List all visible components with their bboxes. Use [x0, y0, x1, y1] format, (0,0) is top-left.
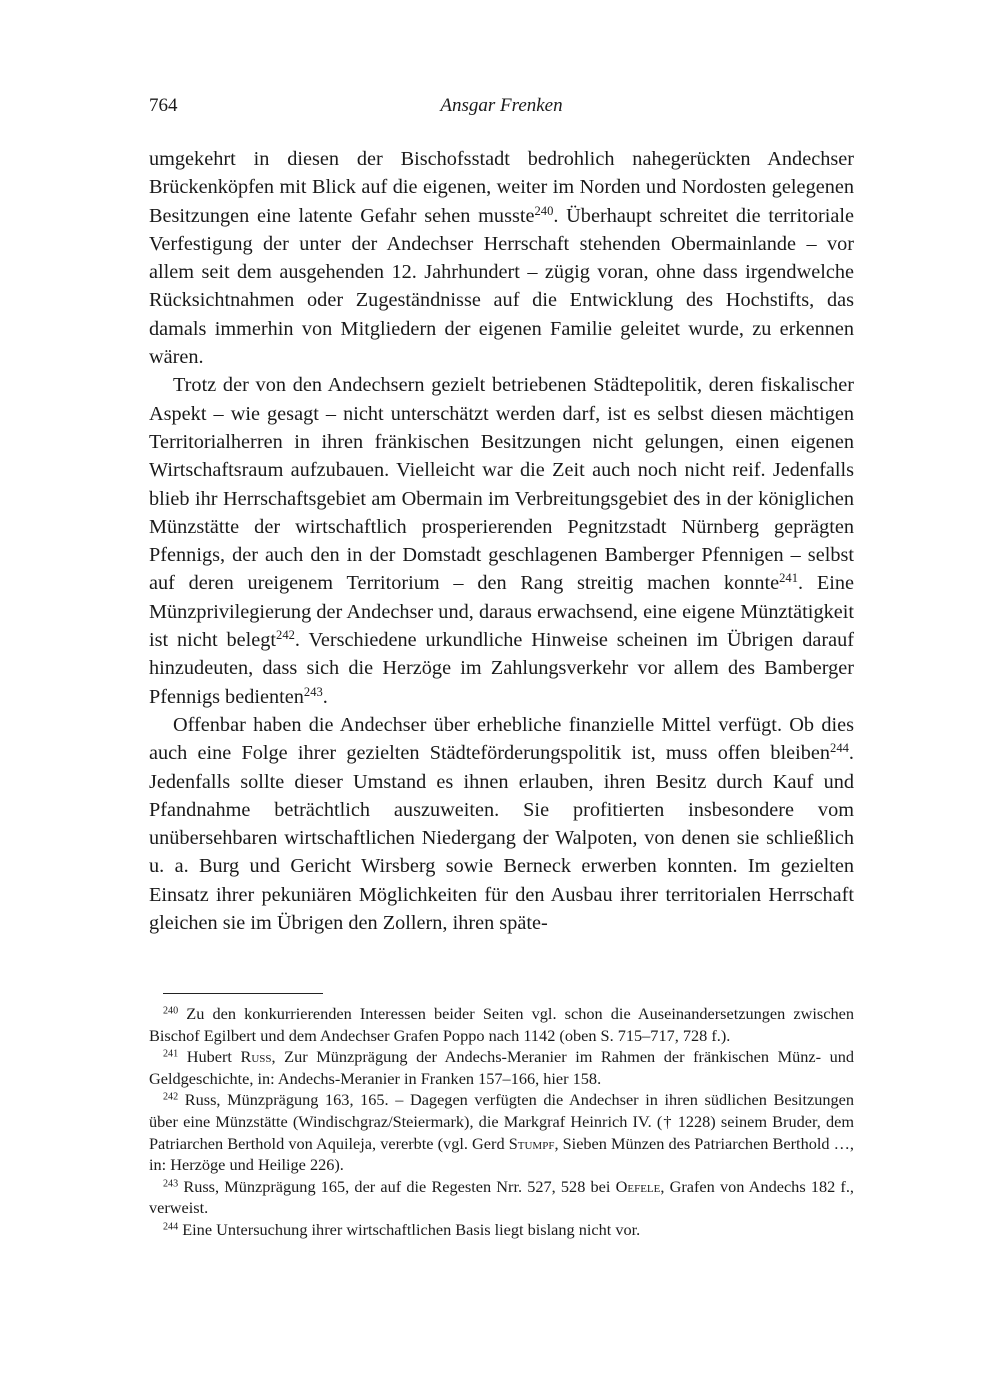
footnote-text: Zu den konkurrierenden Interessen beider Seiten vgl. schon die Auseinandersetzungen zwischen Bischof Egilbert und dem Andechser Grafen Poppo nach 1142 (oben S. 715–717, 728 f.). [149, 1004, 854, 1045]
footnote-text: Eine Untersuchung ihrer wirtschaftlichen Basis liegt bislang nicht vor. [182, 1219, 641, 1239]
paragraph [149, 145, 854, 371]
author-name: Stumpf [508, 1133, 555, 1153]
text-run: . Jedenfalls sollte dieser Umstand es ihnen erlauben, ihren Besitz durch Kauf und Pfandnahme beträchtlich auszuweiten. Sie profitierten insbesondere vom unübersehbaren wirtschaftlichen Niedergang der Walpoten, von denen sie schließlich u. a. Burg und Gericht Wirsberg sowie Berneck erwerben konnten. Im gezielten Einsatz ihrer pekuniären Möglichkeiten für den Ausbau ihrer territorialen Herrschaft gleichen sie im Übrigen den Zollern, ihren späte- [149, 742, 854, 935]
footnote-242 [149, 1089, 854, 1175]
footnote-244 [149, 1219, 854, 1241]
footnote-text: , Grafen von Andechs 182 f., verweist. [149, 1176, 854, 1218]
footnote-243 [149, 1176, 854, 1219]
text-run: . Verschiedene urkundliche Hinweise scheinen im Übrigen darauf hinzudeuten, dass sich die Herzöge im Zahlungsverkehr vor allem des Bamberger Pfennigs bedienten [149, 629, 854, 708]
footnote-text: , Sieben Münzen des Patriarchen Berthold …, in: Herzöge und Heilige 226). [149, 1133, 854, 1175]
footnote-ref[interactable]: 244 [830, 741, 849, 756]
footnote-text: , Zur Münzprägung der Andechs-Meranier im Rahmen der fränkischen Münz- und Geldgeschichte, in: Andechs-Meranier in Franken 157–166, hier 158. [149, 1047, 854, 1088]
text-run: . Eine Münzprivilegierung der Andechser und, daraus erwachsend, eine eigene Münztätigkeit ist nicht belegt [149, 572, 855, 652]
footnote-ref[interactable]: 241 [779, 571, 798, 586]
running-head: Ansgar Frenken [440, 95, 563, 116]
text-run: Trotz der von den Andechsern gezielt betriebenen Städtepolitik, deren fiskalischer Aspekt – wie gesagt – nicht unterschätzt werden darf, ist es selbst diesen mächtigen Territorialherren in ihren fränkischen Besitzungen nicht gelungen, einen eigenen Wirtschaftsraum aufzubauen. Vielleicht war die Zeit auch noch nicht reif. Jedenfalls blieb ihr Herrschaftsgebiet am Obermain im Verbreitungsgebiet des in der königlichen Münzstätte der wirtschaftlich prosperierenden Pegnitzstadt Nürnberg geprägten Pfennigs, der auch den in der Domstadt geschlagenen Bamberger Pfennigen – selbst auf deren ureigenem Territorium – den Rang streitig machen konnte [149, 374, 854, 595]
author-name: Oefele [615, 1176, 661, 1196]
footnote-number: 244 [163, 1221, 179, 1233]
footnote-240 [149, 1003, 854, 1046]
footnote-ref[interactable]: 242 [276, 628, 295, 643]
page-number: 764 [149, 95, 178, 116]
text-run: umgekehrt in diesen der Bischofsstadt bedrohlich nahegerückten Andechser Brückenköpfen mit Blick auf die eigenen, weiter im Norden und Nordosten gelegenen Besitzungen eine latente Gefahr sehen musste [149, 148, 854, 227]
paragraph [149, 711, 854, 937]
footnote-number: 241 [163, 1048, 179, 1060]
footnote-number: 243 [163, 1178, 179, 1190]
footnote-text: Russ, Münzprägung 165, der auf die Regesten Nrr. 527, 528 bei [183, 1176, 616, 1196]
paragraph [149, 371, 854, 711]
footnotes [149, 1003, 854, 1241]
footnote-241 [149, 1046, 854, 1089]
footnote-ref[interactable]: 243 [303, 684, 323, 699]
page-header [149, 95, 854, 121]
footnote-number: 242 [163, 1091, 179, 1103]
footnote-ref[interactable]: 240 [534, 203, 554, 218]
author-name: Russ [240, 1047, 272, 1067]
text-run: . [322, 685, 328, 708]
footnote-separator [163, 993, 323, 994]
text-run: Offenbar haben die Andechser über erhebliche finanzielle Mittel verfügt. Ob dies auch eine Folge ihrer gezielten Städteförderungspolitik ist, muss offen bleiben [149, 713, 854, 765]
footnote-number: 240 [163, 1005, 179, 1017]
footnote-text: Hubert [186, 1047, 241, 1067]
text-run: . Überhaupt schreitet die territoriale Verfestigung der unter der Andechser Herrschaft stehenden Obermainlande – vor allem seit dem ausgehenden 12. Jahrhundert – zügig voran, ohne dass irgendwelche Rücksichtnahmen oder Zugeständnisse auf die Entwicklung des Hochstifts, das damals immerhin von Mitgliedern der eigenen Familie geleitet wurde, zu erkennen wären. [149, 204, 854, 369]
body-text [149, 145, 854, 937]
footnote-text: Russ, Münzprägung 163, 165. – Dagegen verfügten die Andechser in ihren südlichen Besitzungen über eine Münzstätte (Windischgraz/Steiermark), die Markgraf Heinrich IV. († 1228) seinem Bruder, dem Patriarchen Berthold von Aquileja, vererbte (vgl. Gerd [149, 1090, 854, 1153]
